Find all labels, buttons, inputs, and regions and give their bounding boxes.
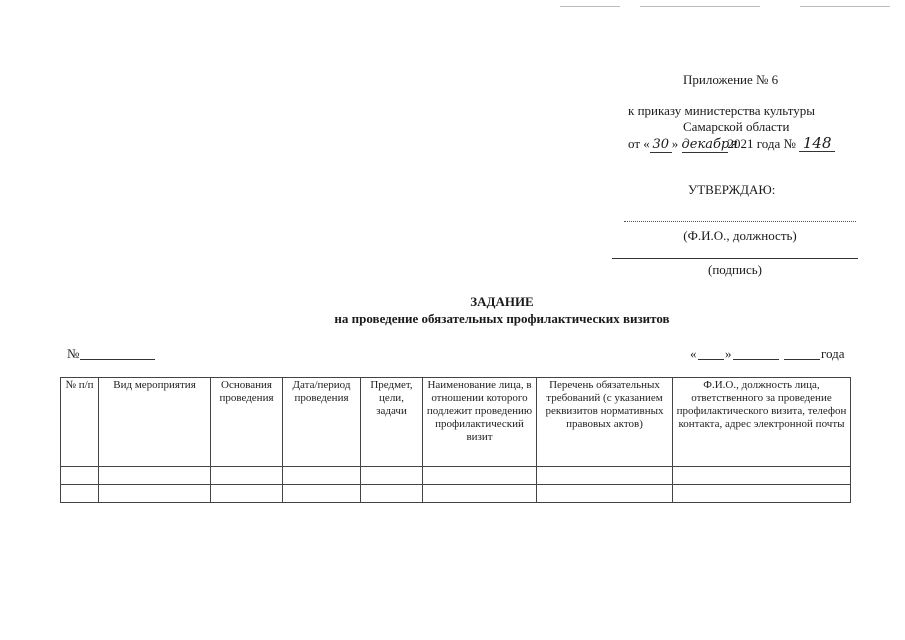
column-header: Предмет, цели, задачи bbox=[361, 378, 423, 467]
signature-caption: (подпись) bbox=[708, 262, 762, 277]
date-year: 2021 года № bbox=[727, 136, 796, 151]
table-cell bbox=[537, 485, 673, 503]
table-cell bbox=[361, 467, 423, 485]
table-cell bbox=[211, 467, 283, 485]
order-date-line bbox=[628, 136, 835, 153]
handwritten-month: декабря bbox=[681, 137, 738, 152]
column-header: Ф.И.О., должность лица, ответственного за проведение профилактического визита, телефон контакта, адрес электронной почты bbox=[673, 378, 851, 467]
order-reference: к приказу министерства культуры bbox=[628, 103, 815, 118]
scan-artifact bbox=[640, 6, 760, 7]
scan-artifact bbox=[560, 6, 620, 7]
name-position-line bbox=[624, 221, 856, 222]
column-header: Наименование лица, в отношении которого подлежит проведению профилактический визит bbox=[423, 378, 537, 467]
handwritten-order-number: 148 bbox=[799, 136, 835, 152]
table-cell bbox=[673, 485, 851, 503]
table-cell bbox=[361, 485, 423, 503]
table-cell bbox=[423, 467, 537, 485]
date-mid: » bbox=[671, 136, 679, 151]
table-row bbox=[61, 467, 851, 485]
document-title: ЗАДАНИЕ bbox=[470, 294, 534, 309]
day-blank bbox=[698, 359, 724, 360]
handwritten-day: 30 bbox=[650, 137, 672, 153]
year-blank bbox=[784, 359, 820, 360]
table-cell bbox=[211, 485, 283, 503]
scan-artifact bbox=[800, 6, 890, 7]
table-cell bbox=[61, 467, 99, 485]
table-cell bbox=[99, 485, 211, 503]
date-open-quote: « bbox=[690, 346, 697, 361]
appendix-label: Приложение № 6 bbox=[683, 72, 779, 87]
number-label: № bbox=[67, 346, 80, 361]
date-close-quote: » bbox=[725, 346, 732, 361]
table-row bbox=[61, 485, 851, 503]
column-header: Основания проведения bbox=[211, 378, 283, 467]
visits-table bbox=[60, 377, 851, 503]
column-header: № п/п bbox=[61, 378, 99, 467]
table-cell bbox=[423, 485, 537, 503]
date-prefix: от « bbox=[628, 136, 650, 151]
document-subtitle: на проведение обязательных профилактических визитов bbox=[334, 311, 670, 326]
signature-line bbox=[612, 258, 858, 259]
table-header-row bbox=[61, 378, 851, 467]
table-cell bbox=[673, 467, 851, 485]
table-cell bbox=[61, 485, 99, 503]
month-blank bbox=[733, 359, 779, 360]
table-cell bbox=[283, 467, 361, 485]
region-name: Самарской области bbox=[683, 119, 790, 134]
number-blank bbox=[80, 359, 155, 360]
table-cell bbox=[283, 485, 361, 503]
column-header: Перечень обязательных требований (с указанием реквизитов нормативных правовых актов) bbox=[537, 378, 673, 467]
name-position-caption: (Ф.И.О., должность) bbox=[683, 228, 797, 243]
approval-title: УТВЕРЖДАЮ: bbox=[688, 182, 776, 197]
table-cell bbox=[537, 467, 673, 485]
column-header: Вид мероприятия bbox=[99, 378, 211, 467]
table-cell bbox=[99, 467, 211, 485]
column-header: Дата/период проведения bbox=[283, 378, 361, 467]
year-label: года bbox=[821, 346, 845, 361]
